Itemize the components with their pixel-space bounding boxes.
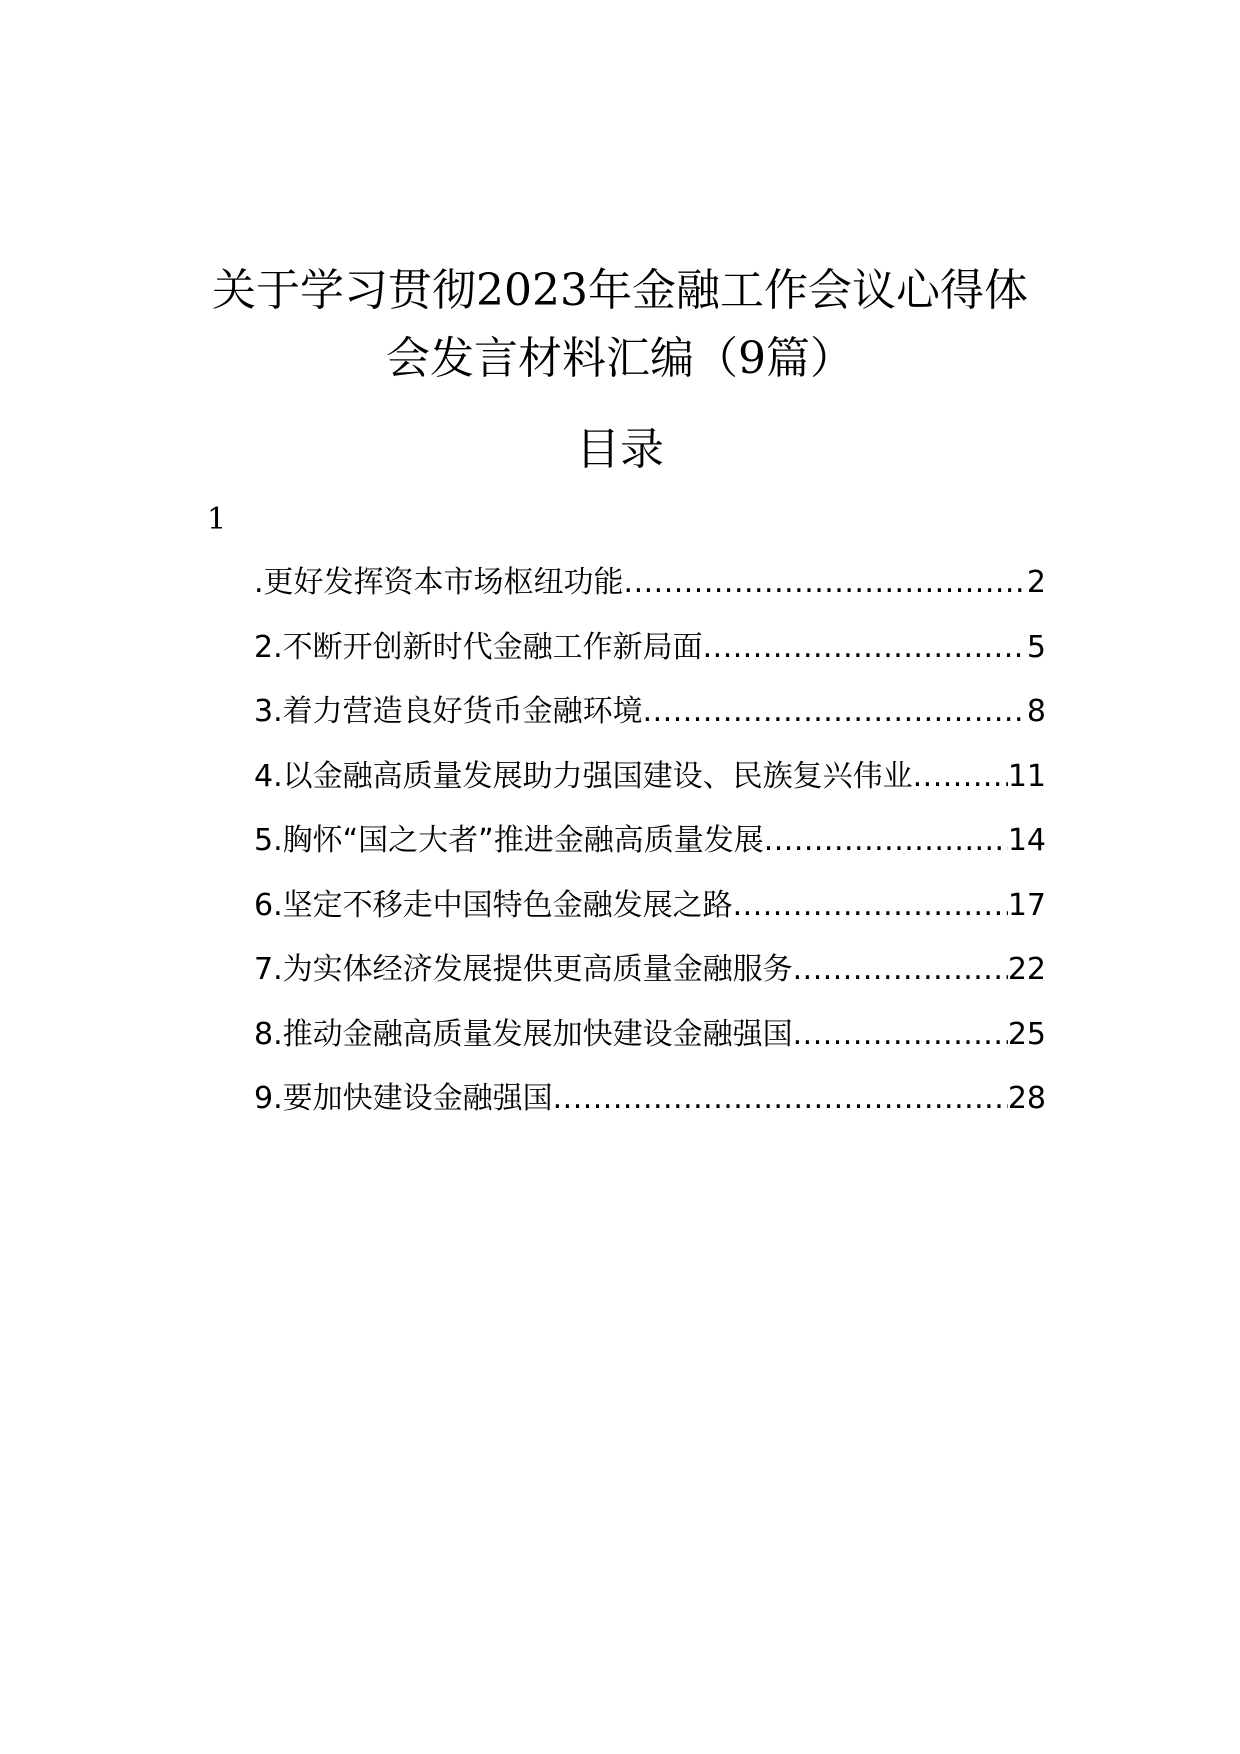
toc-dot-leader xyxy=(624,561,1027,605)
toc-entry-page: 2 xyxy=(1026,565,1046,600)
toc-entry-title: 3.着力营造良好货币金融环境 xyxy=(254,694,643,729)
toc-entry-title: 9.要加快建设金融强国 xyxy=(254,1081,553,1116)
toc-entry-title: 6.坚定不移走中国特色金融发展之路 xyxy=(254,887,733,923)
title-text-1: 关于学习贯彻 xyxy=(212,265,476,317)
toc-entry-title: 8.推动金融高质量发展加快建设金融强国 xyxy=(254,1016,793,1052)
table-of-contents xyxy=(254,561,1046,1142)
toc-entry-page: 14 xyxy=(1007,823,1046,858)
toc-entry-title: 5.胸怀“国之大者”推进金融高质量发展 xyxy=(254,823,764,858)
toc-entry-title: 4.以金融高质量发展助力强国建设、民族复兴伟业 xyxy=(254,758,913,794)
title-year: 2023 xyxy=(476,265,588,317)
toc-entry[interactable] xyxy=(254,1013,1046,1078)
document-title xyxy=(150,257,1090,393)
toc-entry[interactable] xyxy=(254,948,1046,1013)
toc-entry-page: 17 xyxy=(1007,887,1046,923)
toc-entry[interactable] xyxy=(254,561,1046,626)
toc-entry-page: 8 xyxy=(1026,694,1046,729)
toc-entry[interactable] xyxy=(254,1077,1046,1142)
toc-entry-title: .更好发挥资本市场枢纽功能 xyxy=(254,565,624,600)
toc-entry-page: 25 xyxy=(1007,1016,1046,1052)
section-number: 1 xyxy=(207,502,227,537)
toc-dot-leader xyxy=(733,884,1008,928)
toc-dot-leader xyxy=(913,755,1008,799)
toc-dot-leader xyxy=(553,1077,1008,1121)
toc-entry-page: 22 xyxy=(1007,952,1046,987)
toc-dot-leader xyxy=(703,626,1027,670)
toc-dot-leader xyxy=(793,948,1008,992)
toc-dot-leader xyxy=(764,819,1008,863)
toc-entry[interactable] xyxy=(254,626,1046,691)
toc-heading: 目录 xyxy=(576,424,664,475)
toc-entry[interactable] xyxy=(254,819,1046,884)
title-text-3: 会发言材料汇编（ xyxy=(386,333,738,385)
toc-entry-page: 11 xyxy=(1007,758,1046,794)
toc-entry-page: 28 xyxy=(1007,1081,1046,1116)
toc-entry[interactable] xyxy=(254,884,1046,949)
toc-entry[interactable] xyxy=(254,690,1046,755)
title-count: 9 xyxy=(738,333,766,385)
title-text-4: 篇） xyxy=(766,333,854,385)
toc-entry-title: 7.为实体经济发展提供更高质量金融服务 xyxy=(254,952,793,987)
toc-entry-page: 5 xyxy=(1026,629,1046,665)
toc-entry-title: 2.不断开创新时代金融工作新局面 xyxy=(254,629,703,665)
toc-entry[interactable] xyxy=(254,755,1046,820)
toc-dot-leader xyxy=(643,690,1027,734)
toc-dot-leader xyxy=(793,1013,1008,1057)
title-text-2: 年金融工作会议心得体 xyxy=(587,265,1028,317)
